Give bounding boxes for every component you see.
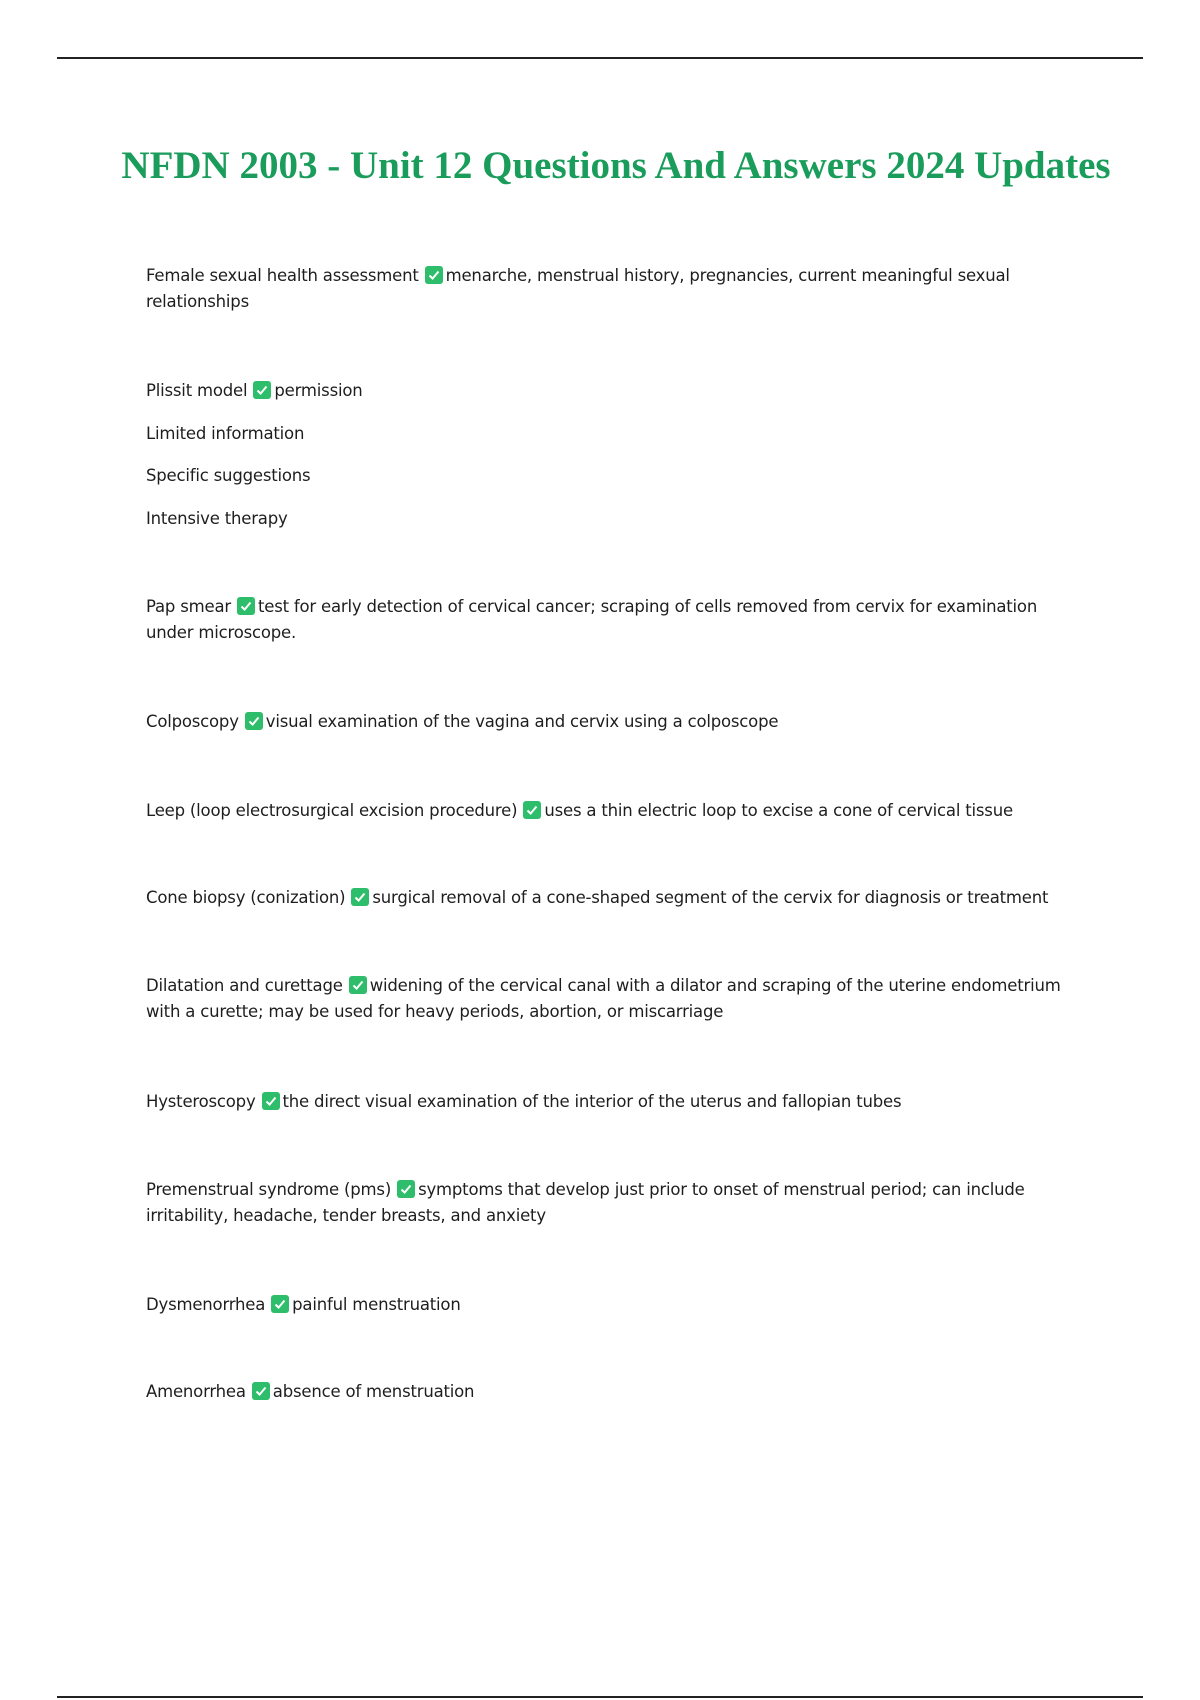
definition: surgical removal of a cone-shaped segment of the cervix for diagnosis or treatment bbox=[372, 888, 1049, 907]
term: Dilatation and curettage bbox=[146, 976, 343, 995]
definition: visual examination of the vagina and cervix using a colposcope bbox=[265, 712, 779, 731]
qa-item bbox=[146, 709, 1086, 735]
checkmark-icon bbox=[523, 801, 541, 819]
checkmark-icon bbox=[349, 976, 367, 994]
checkmark-icon bbox=[262, 1092, 280, 1110]
bottom-rule bbox=[57, 1696, 1143, 1698]
qa-item bbox=[146, 378, 1086, 404]
qa-item bbox=[146, 1379, 1086, 1405]
term: Dysmenorrhea bbox=[146, 1295, 266, 1314]
checkmark-icon bbox=[351, 888, 369, 906]
definition: test for early detection of cervical cancer; scraping of cells removed from cervix for examination under microscope. bbox=[146, 597, 1038, 642]
term: Pap smear bbox=[146, 597, 231, 616]
term: Limited information bbox=[146, 424, 305, 443]
qa-item bbox=[146, 1177, 1086, 1229]
term: Specific suggestions bbox=[146, 466, 311, 485]
checkmark-icon bbox=[252, 1382, 270, 1400]
qa-item bbox=[146, 463, 1086, 489]
qa-item bbox=[146, 263, 1086, 315]
qa-item bbox=[146, 885, 1086, 911]
definition: widening of the cervical canal with a dilator and scraping of the uterine endometrium with a curette; may be used for heavy periods, abortion, or miscarriage bbox=[146, 976, 1061, 1021]
term: Amenorrhea bbox=[146, 1382, 246, 1401]
top-rule bbox=[57, 57, 1143, 59]
checkmark-icon bbox=[237, 597, 255, 615]
term: Plissit model bbox=[146, 381, 248, 400]
qa-item bbox=[146, 594, 1086, 646]
term: Intensive therapy bbox=[146, 509, 288, 528]
definition: uses a thin electric loop to excise a cone of cervical tissue bbox=[544, 801, 1013, 820]
qa-item bbox=[146, 421, 1086, 447]
term: Colposcopy bbox=[146, 712, 239, 731]
term: Leep (loop electrosurgical excision procedure) bbox=[146, 801, 518, 820]
term: Cone biopsy (conization) bbox=[146, 888, 346, 907]
checkmark-icon bbox=[245, 712, 263, 730]
checkmark-icon bbox=[253, 381, 271, 399]
definition: permission bbox=[274, 381, 363, 400]
document-title: NFDN 2003 - Unit 12 Questions And Answers 2024 Updates bbox=[121, 144, 1111, 187]
checkmark-icon bbox=[397, 1180, 415, 1198]
definition: the direct visual examination of the interior of the uterus and fallopian tubes bbox=[282, 1092, 902, 1111]
definition: absence of menstruation bbox=[272, 1382, 475, 1401]
qa-item bbox=[146, 1089, 1086, 1115]
term: Female sexual health assessment bbox=[146, 266, 419, 285]
definition: symptoms that develop just prior to onset of menstrual period; can include irritability, headache, tender breasts, and anxiety bbox=[146, 1180, 1025, 1225]
checkmark-icon bbox=[425, 266, 443, 284]
qa-item bbox=[146, 506, 1086, 532]
term: Premenstrual syndrome (pms) bbox=[146, 1180, 392, 1199]
definition: menarche, menstrual history, pregnancies, current meaningful sexual relationships bbox=[146, 266, 1010, 311]
qa-item bbox=[146, 798, 1086, 824]
checkmark-icon bbox=[271, 1295, 289, 1313]
term: Hysteroscopy bbox=[146, 1092, 256, 1111]
qa-item bbox=[146, 973, 1086, 1025]
definition: painful menstruation bbox=[292, 1295, 461, 1314]
qa-item bbox=[146, 1292, 1086, 1318]
